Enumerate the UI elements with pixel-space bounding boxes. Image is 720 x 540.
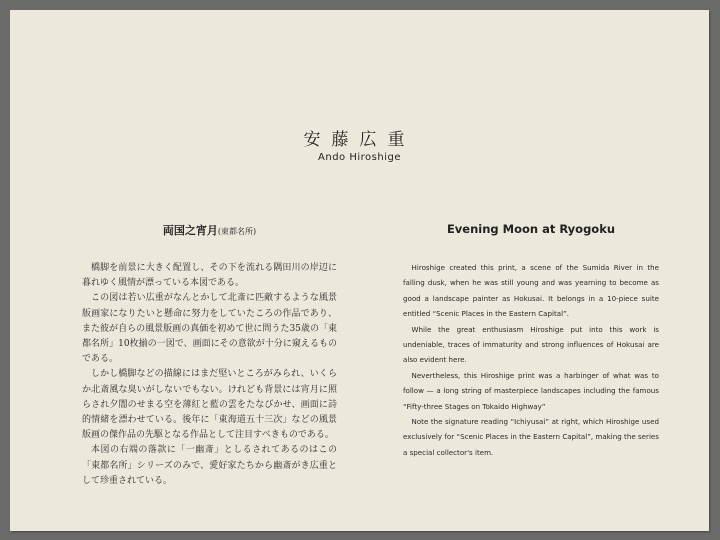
english-paragraph: Nevertheless, this Hiroshige print was a harbinger of what was to follow — a long string of masterpiece landscapes including the famous “Fifty-three Stages on Tokaido Highway” [403,370,659,411]
english-body [403,260,659,460]
japanese-paragraph: しかし橋脚などの描線にはまだ堅いところがみられ、いくらか北斎風な臭いがしないでもない。けれども背景には宵月に照らされ夕闇のせまる空を薄紅と藍の雲をたなびかせ、画面に詩的情緒を漂わせている。後年に「東海道五十三次」などの風景版画の傑作品の先駆となる作品として注目すべきものである。 [82,369,337,441]
japanese-heading-note: (東都名所) [217,227,257,236]
japanese-paragraph: 橋脚を前景に大きく配置し、その下を流れる隅田川の岸辺に暮れゆく風情が漂っている本図である。 [82,263,337,289]
title-english: Ando Hiroshige [318,152,401,163]
japanese-body [82,261,337,489]
english-paragraph: Note the signature reading “Ichiyusai” at right, which Hiroshige used exclusively for “Scenic Places in the Eastern Capital”, making the series a special collector's item. [403,417,659,457]
japanese-heading [82,222,337,242]
japanese-column [82,222,337,489]
english-paragraph: Hiroshige created this print, a scene of the Sumida River in the falling dusk, when he was still young and was yearning to become as good a landscape painter as Hokusai. It belongs in a 10-piece suite entitled “Scenic Places in the Eastern Capital”. [403,263,659,319]
english-column [403,222,659,460]
english-heading: Evening Moon at Ryogoku [446,222,616,236]
japanese-paragraph: この図は若い広重がなんとかして北斎に匹敵するような風景版画家になりたいと懸命に努力をしていたころの作品であり、また彼が自らの風景版画の真価を初めて世に問うた35歳の「東都名所」10枚揃の一図で、画面にその意欲が十分に窺えるものである。 [82,293,337,365]
japanese-heading-title: 両国之宵月 [162,224,218,237]
japanese-paragraph: 本図の右端の落款に「一幽斎」としるされてあるのはこの「東都名所」シリーズのみで、愛好家たちから幽斎がき広重として珍重されている。 [82,445,337,486]
title-japanese: 安藤広重 [303,130,416,150]
document-sheet [10,10,709,531]
english-paragraph: While the great enthusiasm Hiroshige put into this work is undeniable, traces of immaturity and strong influences of Hokusai are also evident here. [403,324,659,365]
